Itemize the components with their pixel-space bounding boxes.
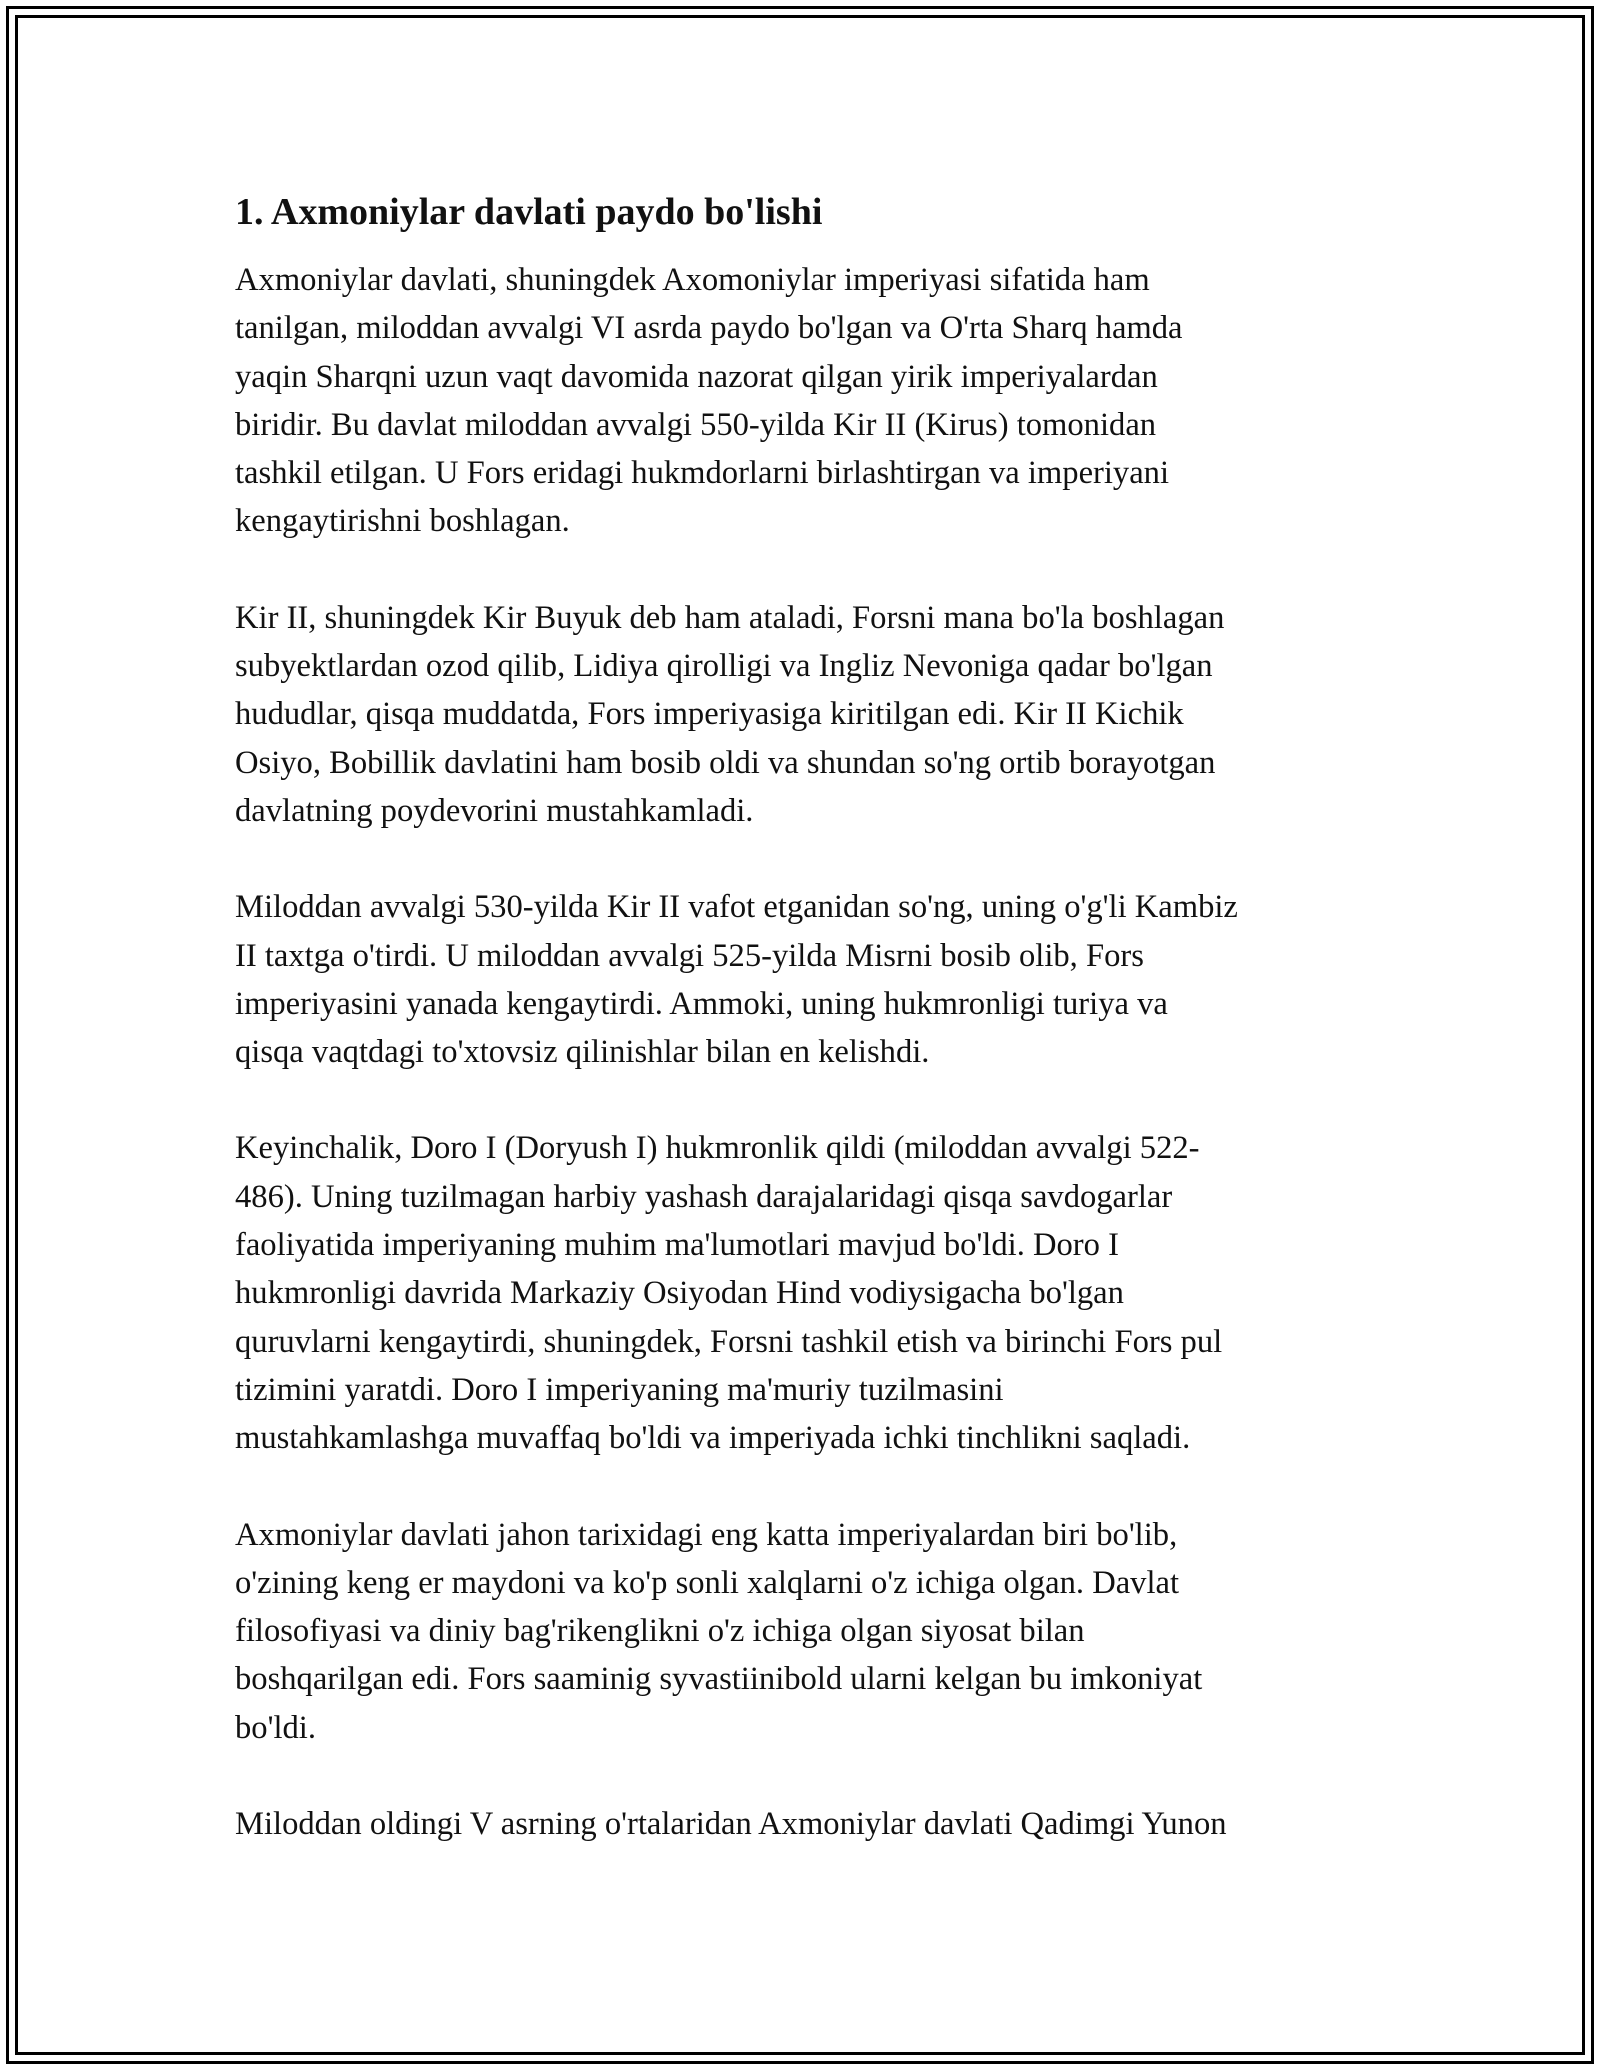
paragraph-line: biridir. Bu davlat miloddan avvalgi 550-yilda Kir II (Kirus) tomonidan <box>235 406 1157 443</box>
paragraph-line: hududlar, qisqa muddatda, Fors imperiyasiga kiritilgan edi. Kir II Kichik <box>235 696 1184 733</box>
paragraph-6 <box>235 1800 1385 1848</box>
paragraph-line: tashkil etilgan. U Fors eridagi hukmdorlarni birlashtirgan va imperiyani <box>235 455 1170 492</box>
paragraph-line: Miloddan oldingi V asrning o'rtalaridan Axmoniylar davlati Qadimgi Yunon <box>235 1806 1227 1843</box>
paragraph-line: 486). Uning tuzilmagan harbiy yashash darajalaridagi qisqa savdogarlar <box>235 1178 1173 1215</box>
paragraph-line: imperiyasini yanada kengaytirdi. Ammoki, uning hukmronligi turiya va <box>235 985 1168 1022</box>
section-heading: 1. Axmoniylar davlati paydo bo'lishi <box>235 191 823 233</box>
paragraph-line: Keyinchalik, Doro I (Doryush I) hukmronlik qildi (miloddan avvalgi 522- <box>235 1130 1200 1167</box>
paragraph-line: boshqarilgan edi. Fors saaminig syvastiinibold ularni kelgan bu imkoniyat <box>235 1661 1203 1698</box>
paragraph-line: faoliyatida imperiyaning muhim ma'lumotlari mavjud bo'ldi. Doro I <box>235 1227 1119 1264</box>
paragraph-line: Kir II, shuningdek Kir Buyuk deb ham ataladi, Forsni mana bo'la boshlagan <box>235 599 1225 636</box>
paragraph-line: qisqa vaqtdagi to'xtovsiz qilinishlar bilan en kelishdi. <box>235 1034 930 1071</box>
paragraph-line: bo'ldi. <box>235 1709 316 1746</box>
paragraph-2 <box>235 594 1385 835</box>
paragraph-3 <box>235 883 1385 1076</box>
paragraph-line: kengaytirishni boshlagan. <box>235 503 570 540</box>
paragraph-line: Axmoniylar davlati, shuningdek Axomoniylar imperiyasi sifatida ham <box>235 262 1150 298</box>
paragraph-line: mustahkamlashga muvaffaq bo'ldi va imperiyada ichki tinchlikni saqladi. <box>235 1420 1191 1457</box>
paragraph-line: yaqin Sharqni uzun vaqt davomida nazorat qilgan yirik imperiyalardan <box>235 358 1158 395</box>
paragraph-5 <box>235 1511 1385 1752</box>
paragraph-line: Axmoniylar davlati jahon tarixidagi eng katta imperiyalardan biri bo'lib, <box>235 1516 1178 1553</box>
paragraph-4 <box>235 1124 1385 1462</box>
paragraph-line: o'zining keng er maydoni va ko'p sonli xalqlarni o'z ichiga olgan. Davlat <box>235 1564 1180 1601</box>
paragraph-line: tizimini yaratdi. Doro I imperiyaning ma'muriy tuzilmasini <box>235 1371 1004 1408</box>
document-body <box>235 186 1385 1896</box>
paragraph-line: davlatning poydevorini mustahkamladi. <box>235 792 754 829</box>
paragraph-line: Miloddan avvalgi 530-yilda Kir II vafot etganidan so'ng, uning o'g'li Kambiz <box>235 889 1238 926</box>
paragraph-line: tanilgan, miloddan avvalgi VI asrda paydo bo'lgan va O'rta Sharq hamda <box>235 310 1183 347</box>
paragraph-line: filosofiyasi va diniy bag'rikenglikni o'z ichiga olgan siyosat bilan <box>235 1613 1085 1650</box>
paragraph-line: subyektlardan ozod qilib, Lidiya qirolligi va Ingliz Nevoniga qadar bo'lgan <box>235 648 1213 685</box>
paragraph-line: II taxtga o'tirdi. U miloddan avvalgi 525-yilda Misrni bosib olib, Fors <box>235 937 1144 974</box>
paragraph-line: hukmronligi davrida Markaziy Osiyodan Hind vodiysigacha bo'lgan <box>235 1275 1124 1312</box>
paragraph-1 <box>235 256 1385 546</box>
paragraph-line: quruvlarni kengaytirdi, shuningdek, Forsni tashkil etish va birinchi Fors pul <box>235 1323 1223 1360</box>
paragraph-line: Osiyo, Bobillik davlatini ham bosib oldi va shundan so'ng ortib borayotgan <box>235 744 1216 781</box>
